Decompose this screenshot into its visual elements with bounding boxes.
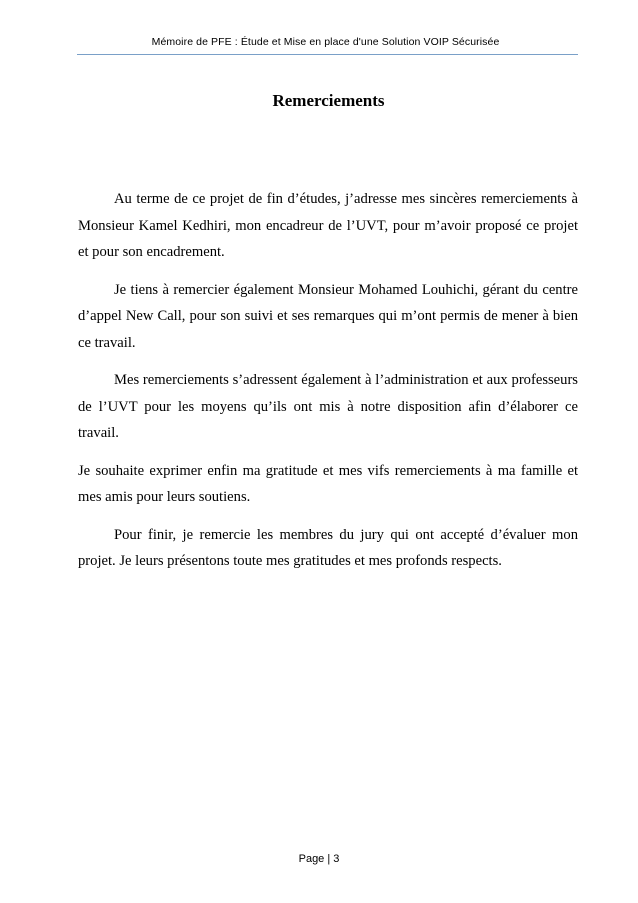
page-header: Mémoire de PFE : Étude et Mise en place d'une Solution VOIP Sécurisée (151, 36, 500, 48)
paragraph-3: Mes remerciements s’adressent également à l’administration et aux professeurs de l’UVT pour les moyens qu’ils ont mis à notre disposition afin d’élaborer ce travail. (78, 372, 578, 441)
paragraph-5: Pour finir, je remercie les membres du jury qui ont accepté d’évaluer mon projet. Je leurs présentons toute mes gratitudes et mes profonds respects. (78, 526, 578, 569)
paragraph-1: Au terme de ce projet de fin d’études, j’adresse mes sincères remerciements à Monsieur Kamel Kedhiri, mon encadreur de l’UVT, pour m’avoir proposé ce projet et pour son encadrement. (78, 191, 578, 260)
page-number: Page | 3 (298, 853, 340, 865)
header-divider (77, 54, 578, 55)
paragraph-4: Je souhaite exprimer enfin ma gratitude et mes vifs remerciements à ma famille et mes amis pour leurs soutiens. (78, 462, 578, 505)
paragraph-2: Je tiens à remercier également Monsieur Mohamed Louhichi, gérant du centre d’appel New Call, pour son suivi et ses remarques qui m’ont permis de mener à bien ce travail. (78, 281, 578, 351)
acknowledgements-body (78, 186, 578, 586)
page-title: Remerciements (272, 91, 385, 110)
